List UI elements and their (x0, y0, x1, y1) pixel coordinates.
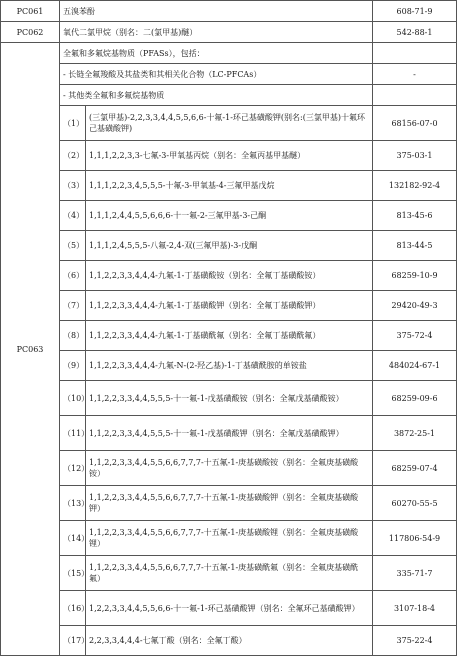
item-number: （2） (60, 141, 86, 171)
section-subheader: - 其他类全氟和多氟烷基物质 (60, 85, 373, 106)
name-cell: 1,1,1,2,4,5,5,5-八氟-2,4-双(三氟甲基)-3-戊酮 (86, 231, 373, 261)
table-row (1, 291, 457, 321)
cas-cell: 3107-18-4 (373, 591, 457, 626)
item-number: （4） (60, 201, 86, 231)
table-row (1, 321, 457, 351)
item-number: （17） (60, 626, 86, 656)
table-row (1, 261, 457, 291)
name-cell: 1,1,2,2,3,3,4,4,4-九氟-N-(2-羟乙基)-1-丁基磺酰胺的单铵盐 (86, 351, 373, 381)
cas-cell: 68259-10-9 (373, 261, 457, 291)
table-row (1, 486, 457, 521)
section-subheader: - 长链全氟羧酸及其盐类和其相关化合物（LC-PFCAs） (60, 64, 373, 85)
cas-cell: 542-88-1 (373, 22, 457, 43)
cas-cell: 29420-49-3 (373, 291, 457, 321)
cas-cell: 60270-55-5 (373, 486, 457, 521)
item-number: （13） (60, 486, 86, 521)
name-cell: 1,1,2,2,3,3,4,4,5,5,6,6,7,7,7-十五氟-1-庚基磺酸钾（别名：全氟庚基磺酸钾） (86, 486, 373, 521)
table-row (1, 22, 457, 43)
item-number: （7） (60, 291, 86, 321)
table-row (1, 521, 457, 556)
table-row (1, 64, 457, 85)
table-row (1, 416, 457, 451)
name-cell: 1,1,2,2,3,3,4,4,5,5,6,6,7,7,7-十五氟-1-庚基磺酸铵（别名：全氟庚基磺酸铵） (86, 451, 373, 486)
item-number: （14） (60, 521, 86, 556)
code-cell: PC063 (1, 43, 60, 656)
cas-cell: 117806-54-9 (373, 521, 457, 556)
table-row (1, 85, 457, 106)
table-row (1, 141, 457, 171)
cas-cell: 375-72-4 (373, 321, 457, 351)
table-row (1, 106, 457, 141)
name-cell: 1,2,2,3,3,4,4,5,5,6,6-十一氟-1-环己基磺酸钾（别名：全氟环己基磺酸钾） (86, 591, 373, 626)
cas-cell: 813-44-5 (373, 231, 457, 261)
item-number: （9） (60, 351, 86, 381)
item-number: （11） (60, 416, 86, 451)
name-cell: 1,1,2,2,3,3,4,4,4-九氟-1-丁基磺酸铵（别名：全氟丁基磺酸铵） (86, 261, 373, 291)
name-cell: 1,1,2,2,3,3,4,4,5,5,6,6,7,7,7-十五氟-1-庚基磺酸锂（别名：全氟庚基磺酸锂） (86, 521, 373, 556)
name-cell: (三氯甲基)-2,2,3,3,4,4,5,5,6,6-十氟-1-环己基磺酸钾(别名:(三氯甲基)十氟环己基磺酸钾) (86, 106, 373, 141)
cas-cell: 68259-09-6 (373, 381, 457, 416)
table-row (1, 451, 457, 486)
table-row (1, 381, 457, 416)
item-number: （3） (60, 171, 86, 201)
name-cell: 氧代二氯甲烷（别名：二(氯甲基)醚） (60, 22, 373, 43)
section-header: 全氟和多氟烷基物质（PFASs），包括： (60, 43, 373, 64)
cas-cell: 608-71-9 (373, 1, 457, 22)
cas-cell (373, 85, 457, 106)
item-number: （6） (60, 261, 86, 291)
item-number: （16） (60, 591, 86, 626)
cas-cell: 375-22-4 (373, 626, 457, 656)
item-number: （15） (60, 556, 86, 591)
cas-cell: 813-45-6 (373, 201, 457, 231)
table-row (1, 43, 457, 64)
name-cell: 1,1,1,2,4,4,5,5,6,6,6-十一氟-2-三氟甲基-3-己酮 (86, 201, 373, 231)
item-number: （10） (60, 381, 86, 416)
cas-cell: 132182-92-4 (373, 171, 457, 201)
table-row (1, 171, 457, 201)
cas-cell: 335-71-7 (373, 556, 457, 591)
name-cell: 1,1,1,2,2,3,3-七氟-3-甲氧基丙烷（别名：全氟丙基甲基醚） (86, 141, 373, 171)
cas-cell: 484024-67-1 (373, 351, 457, 381)
cas-cell: 68259-07-4 (373, 451, 457, 486)
code-cell: PC061 (1, 1, 60, 22)
table-row (1, 556, 457, 591)
name-cell: 五溴苯酚 (60, 1, 373, 22)
cas-cell: 375-03-1 (373, 141, 457, 171)
item-number: （12） (60, 451, 86, 486)
table-row (1, 201, 457, 231)
item-number: （1） (60, 106, 86, 141)
name-cell: 1,1,2,2,3,3,4,4,5,5,6,6,7,7,7-十五氟-1-庚基磺酰氟（别名：全氟庚基磺酰氟） (86, 556, 373, 591)
name-cell: 2,2,3,3,4,4,4-七氟丁酸（别名：全氟丁酸） (86, 626, 373, 656)
cas-cell: - (373, 64, 457, 85)
cas-cell: 3872-25-1 (373, 416, 457, 451)
table-row (1, 1, 457, 22)
cas-cell: 68156-07-0 (373, 106, 457, 141)
cas-cell (373, 43, 457, 64)
table-row (1, 591, 457, 626)
code-cell: PC062 (1, 22, 60, 43)
name-cell: 1,1,2,2,3,3,4,4,5,5,5-十一氟-1-戊基磺酸钾（别名：全氟戊基磺酸钾） (86, 416, 373, 451)
table-row (1, 231, 457, 261)
table-row (1, 626, 457, 656)
name-cell: 1,1,1,2,2,3,4,5,5,5-十氟-3-甲氧基-4-三氟甲基戊烷 (86, 171, 373, 201)
item-number: （8） (60, 321, 86, 351)
table-row (1, 351, 457, 381)
name-cell: 1,1,2,2,3,3,4,4,4-九氟-1-丁基磺酸钾（别名：全氟丁基磺酸钾） (86, 291, 373, 321)
item-number: （5） (60, 231, 86, 261)
name-cell: 1,1,2,2,3,3,4,4,5,5,5-十一氟-1-戊基磺酸铵（别名：全氟戊基磺酸铵） (86, 381, 373, 416)
name-cell: 1,1,2,2,3,3,4,4,4-九氟-1-丁基磺酰氟（别名：全氟丁基磺酰氟） (86, 321, 373, 351)
